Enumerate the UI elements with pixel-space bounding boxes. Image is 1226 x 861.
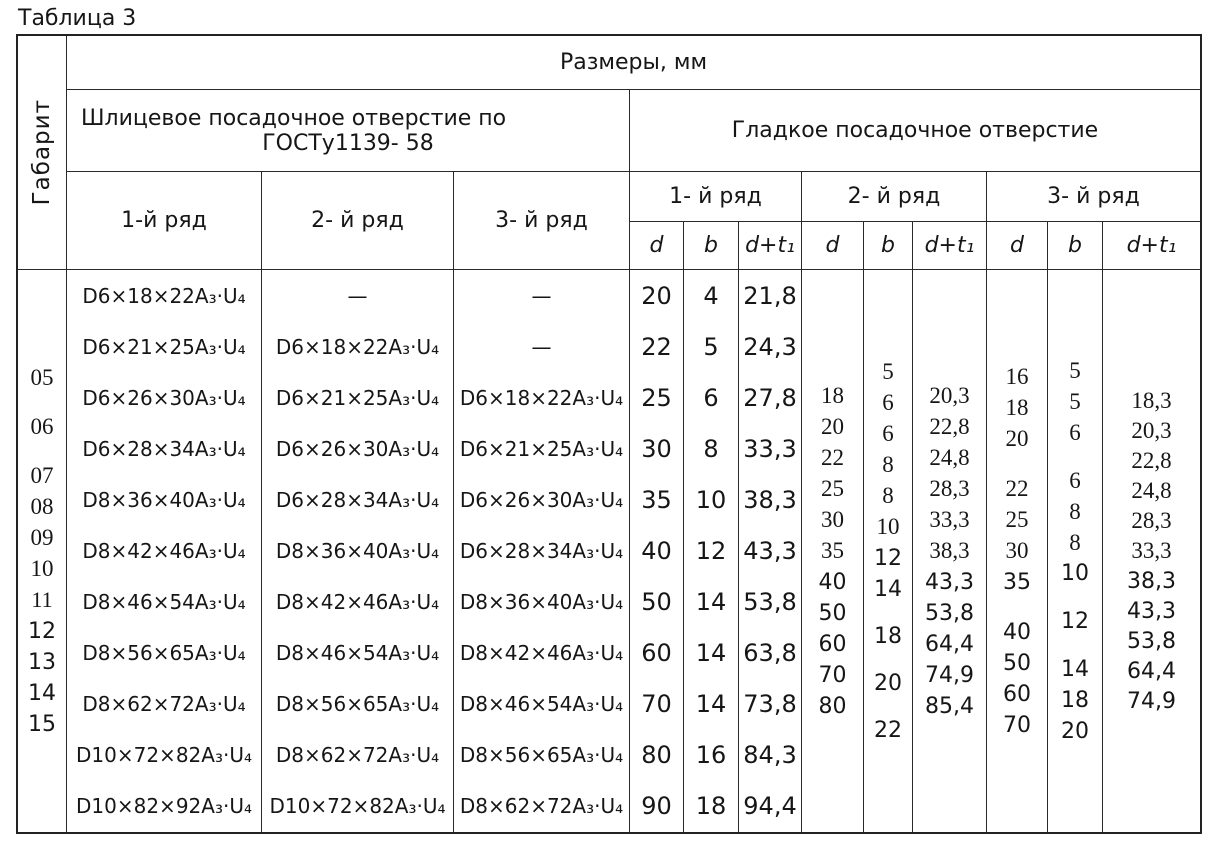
header-col-b-3: b xyxy=(1048,222,1103,270)
gabarit-value: 08 xyxy=(30,494,54,519)
dt1-value: 24,3 xyxy=(743,332,797,361)
d-value: 70 xyxy=(641,690,672,719)
dt1-value: 33,3 xyxy=(1131,538,1172,563)
b-value: 14 xyxy=(874,576,902,602)
d-value: 60 xyxy=(641,639,672,668)
spline-designation: D6×28×34A₃·U₄ xyxy=(459,538,624,563)
spline-designation: D6×21×25A₃·U₄ xyxy=(275,385,440,410)
gabarit-value: 09 xyxy=(30,525,54,550)
b-value: 8 xyxy=(882,452,894,477)
dt1-value: 38,3 xyxy=(1127,568,1176,594)
d-value: 70 xyxy=(1003,712,1031,738)
header-col-dt-3: d+t₁ xyxy=(1103,222,1200,270)
spline-designation: D6×26×30A₃·U₄ xyxy=(82,385,246,410)
d-value: 35 xyxy=(1003,569,1031,595)
b-value: 18 xyxy=(1061,688,1089,713)
dt1-value: 22,8 xyxy=(1131,448,1172,473)
spline-designation: — xyxy=(347,283,368,308)
dt1-value: 22,8 xyxy=(929,414,970,439)
header-col-b-1: b xyxy=(684,222,739,270)
spline-designation: D8×62×72A₃·U₄ xyxy=(459,794,624,819)
spline-section-line1: Шлицевое посадочное отверстие по xyxy=(81,105,507,131)
spline-designation: D6×26×30A₃·U₄ xyxy=(459,487,624,512)
dt1-value: 20,3 xyxy=(929,383,970,408)
header-smooth-section: Гладкое посадочное отверстие xyxy=(630,90,1200,172)
d-value: 40 xyxy=(1003,619,1031,645)
spline-designation: D6×21×25A₃·U₄ xyxy=(82,334,246,359)
gabarit-value: 14 xyxy=(28,680,56,706)
d-value: 30 xyxy=(641,434,672,463)
b-value: 10 xyxy=(695,485,727,514)
header-smooth-row-2: 2- й ряд xyxy=(802,172,987,222)
header-smooth-row-1: 1- й ряд xyxy=(630,172,802,222)
dt1-value: 43,3 xyxy=(925,569,974,595)
spline-designation: D8×56×65A₃·U₄ xyxy=(275,692,440,717)
d-value: 90 xyxy=(641,792,672,821)
spline-row2-column xyxy=(262,270,454,832)
gabarit-column xyxy=(18,270,67,832)
dt1-value: 33,3 xyxy=(929,507,970,532)
d-value: 22 xyxy=(641,332,672,361)
gabarit-value: 13 xyxy=(28,649,56,675)
smooth-r2-d-column xyxy=(802,270,864,832)
smooth-r3-dt-column xyxy=(1103,270,1200,832)
gabarit-value: 15 xyxy=(28,711,56,737)
header-spline-row-3: 3- й ряд xyxy=(454,172,630,270)
smooth-r1-dt-column xyxy=(739,270,802,832)
smooth-r2-dt-column xyxy=(913,270,987,832)
header-gabarit xyxy=(18,36,67,270)
spline-designation: D6×18×22A₃·U₄ xyxy=(275,334,440,359)
b-value: 6 xyxy=(1069,467,1081,493)
d-value: 25 xyxy=(1005,507,1029,532)
dt1-value: 27,8 xyxy=(743,383,797,412)
spline-designation: D10×82×92A₃·U₄ xyxy=(76,794,252,819)
spline-designation: D8×36×40A₃·U₄ xyxy=(82,487,246,512)
gabarit-value: 05 xyxy=(30,365,54,390)
header-col-dt-1: d+t₁ xyxy=(739,222,802,270)
spline-designation: D10×72×82A₃·U₄ xyxy=(269,794,446,819)
b-value: 5 xyxy=(1069,357,1081,383)
gabarit-value: 11 xyxy=(31,587,53,612)
dt1-value: 94,4 xyxy=(743,792,797,821)
spline-row3-column xyxy=(454,270,630,832)
dt1-value: 74,9 xyxy=(925,662,974,688)
dt1-value: 43,3 xyxy=(743,536,797,565)
dt1-value: 21,8 xyxy=(743,281,797,310)
spline-designation: D8×42×46A₃·U₄ xyxy=(275,590,440,614)
b-value: 6 xyxy=(1069,419,1081,445)
b-value: 14 xyxy=(695,639,727,668)
b-value: 14 xyxy=(695,588,727,616)
d-value: 70 xyxy=(818,662,847,688)
header-col-dt-2: d+t₁ xyxy=(913,222,987,270)
d-value: 16 xyxy=(1005,364,1029,389)
dt1-value: 73,8 xyxy=(743,690,797,719)
spline-designation: D8×56×65A₃·U₄ xyxy=(459,743,624,768)
dt1-value: 64,4 xyxy=(1127,658,1176,684)
b-value: 8 xyxy=(1069,498,1081,524)
header-spline-row-1: 1-й ряд xyxy=(67,172,262,270)
gabarit-value: 10 xyxy=(30,556,54,581)
spline-designation: D8×36×40A₃·U₄ xyxy=(459,590,624,614)
spline-row1-column xyxy=(67,270,262,832)
d-value: 22 xyxy=(821,445,844,470)
spline-designation: D8×46×54A₃·U₄ xyxy=(275,641,440,666)
header-col-d-3: d xyxy=(987,222,1048,270)
gabarit-value: 12 xyxy=(28,618,56,644)
d-value: 50 xyxy=(1003,650,1031,676)
d-value: 60 xyxy=(1003,681,1031,707)
dt1-value: 38,3 xyxy=(743,485,797,514)
spline-designation: D8×36×40A₃·U₄ xyxy=(275,538,440,563)
d-value: 25 xyxy=(821,476,844,501)
spline-designation: — xyxy=(531,283,552,308)
spline-designation: D6×18×22A₃·U₄ xyxy=(459,385,624,410)
b-value: 6 xyxy=(882,421,894,446)
dt1-value: 28,3 xyxy=(1131,508,1172,533)
dt1-value: 84,3 xyxy=(743,741,797,770)
b-value: 22 xyxy=(874,717,902,743)
spline-designation: — xyxy=(531,334,552,359)
d-value: 35 xyxy=(641,485,672,514)
header-col-d-2: d xyxy=(802,222,864,270)
header-gabarit-label: Габарит xyxy=(29,99,55,206)
spline-designation: D8×62×72A₃·U₄ xyxy=(82,692,246,717)
dt1-value: 43,3 xyxy=(1127,598,1176,624)
gabarit-value: 07 xyxy=(30,463,54,488)
dt1-value: 20,3 xyxy=(1131,418,1172,443)
b-value: 8 xyxy=(882,483,894,508)
dt1-value: 38,3 xyxy=(929,538,970,563)
d-value: 22 xyxy=(1005,476,1029,501)
dt1-value: 53,8 xyxy=(743,588,797,616)
header-dimensions: Размеры, мм xyxy=(67,36,1200,90)
b-value: 5 xyxy=(1069,388,1081,414)
d-value: 35 xyxy=(821,538,844,563)
d-value: 25 xyxy=(641,383,672,412)
d-value: 60 xyxy=(818,631,847,657)
spline-designation: D6×26×30A₃·U₄ xyxy=(275,436,440,461)
dt1-value: 53,8 xyxy=(925,600,974,626)
d-value: 18 xyxy=(821,383,844,408)
smooth-r2-b-column xyxy=(864,270,913,832)
b-value: 5 xyxy=(882,359,894,384)
smooth-r1-d-column xyxy=(630,270,684,832)
b-value: 12 xyxy=(874,545,902,571)
dt1-value: 18,3 xyxy=(1131,388,1172,413)
spline-designation: D6×18×22A₃·U₄ xyxy=(82,283,246,308)
dt1-value: 24,8 xyxy=(1131,478,1172,503)
spline-designation: D8×42×46A₃·U₄ xyxy=(82,538,246,563)
d-value: 40 xyxy=(818,569,847,595)
d-value: 20 xyxy=(641,281,672,310)
d-value: 20 xyxy=(1005,426,1029,451)
d-value: 80 xyxy=(641,741,672,770)
b-value: 14 xyxy=(695,690,727,719)
spline-section-line2: ГОСТу1139- 58 xyxy=(262,130,434,156)
header-col-b-2: b xyxy=(864,222,913,270)
b-value: 14 xyxy=(1061,657,1089,682)
d-value: 20 xyxy=(821,414,844,439)
dt1-value: 24,8 xyxy=(929,445,970,470)
b-value: 4 xyxy=(703,281,719,310)
b-value: 6 xyxy=(703,383,719,412)
spline-designation: D8×56×65A₃·U₄ xyxy=(82,641,246,666)
b-value: 10 xyxy=(876,514,900,539)
b-value: 12 xyxy=(1061,609,1089,634)
spline-designation: D6×21×25A₃·U₄ xyxy=(459,436,624,461)
dt1-value: 53,8 xyxy=(1127,628,1176,654)
header-spline-row-2: 2- й ряд xyxy=(262,172,454,270)
d-value: 18 xyxy=(1005,395,1029,420)
b-value: 6 xyxy=(882,390,894,415)
b-value: 18 xyxy=(695,792,727,821)
spline-designation: D8×42×46A₃·U₄ xyxy=(459,641,624,666)
spline-designation: D6×28×34A₃·U₄ xyxy=(275,487,440,512)
b-value: 20 xyxy=(874,670,902,696)
b-value: 5 xyxy=(703,332,719,361)
d-value: 30 xyxy=(1005,538,1029,563)
d-value: 30 xyxy=(821,507,844,532)
dimensions-table xyxy=(16,34,1202,834)
b-value: 10 xyxy=(1061,561,1089,586)
b-value: 12 xyxy=(695,536,727,565)
header-col-d-1: d xyxy=(630,222,684,270)
smooth-r3-b-column xyxy=(1048,270,1103,832)
spline-designation: D8×62×72A₃·U₄ xyxy=(275,743,440,768)
d-value: 40 xyxy=(641,536,672,565)
smooth-r3-d-column xyxy=(987,270,1048,832)
spline-designation: D8×46×54A₃·U₄ xyxy=(82,590,246,614)
dt1-value: 74,9 xyxy=(1127,688,1176,714)
dt1-value: 85,4 xyxy=(925,693,974,719)
gabarit-value: 06 xyxy=(30,414,54,439)
header-spline-section xyxy=(67,90,630,172)
dt1-value: 28,3 xyxy=(929,476,970,501)
spline-designation: D6×28×34A₃·U₄ xyxy=(82,436,246,461)
spline-designation: D8×46×54A₃·U₄ xyxy=(459,692,624,717)
b-value: 18 xyxy=(874,623,902,649)
d-value: 50 xyxy=(641,588,672,616)
dt1-value: 33,3 xyxy=(743,434,797,463)
table-caption: Таблица 3 xyxy=(18,6,137,31)
spline-designation: D10×72×82A₃·U₄ xyxy=(76,743,252,768)
b-value: 20 xyxy=(1061,719,1089,744)
d-value: 80 xyxy=(818,693,847,719)
dt1-value: 64,4 xyxy=(925,631,974,657)
d-value: 50 xyxy=(818,600,847,626)
smooth-r1-b-column xyxy=(684,270,739,832)
b-value: 16 xyxy=(695,741,727,770)
b-value: 8 xyxy=(703,434,719,463)
b-value: 8 xyxy=(1069,529,1081,555)
header-smooth-row-3: 3- й ряд xyxy=(987,172,1200,222)
dt1-value: 63,8 xyxy=(743,639,797,668)
